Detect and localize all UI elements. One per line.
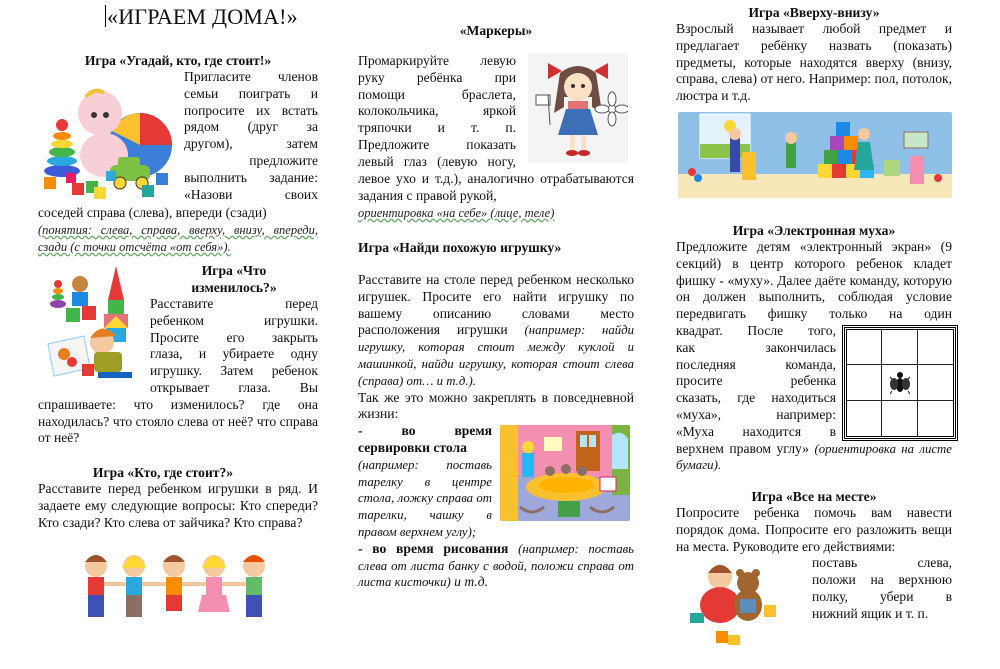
game-text-line: Расставите перед [150, 296, 318, 311]
game-who-where [38, 464, 318, 531]
page-title-text: «ИГРАЕМ ДОМА!» [107, 4, 298, 29]
game-heading: Игра «Вверху-внизу» [748, 5, 880, 20]
grid-cell[interactable] [847, 330, 882, 365]
daily-item-drawing-tail: и т.д. [450, 574, 489, 590]
game-daily-text: Так же это можно закреплять в повседневной жизни: [358, 389, 634, 422]
game-text-line: полку, убери в [812, 588, 952, 604]
grid-cell[interactable] [918, 401, 953, 436]
game-text-line: тряпочки и т. п. [358, 120, 516, 136]
game-guess-who [38, 52, 318, 255]
game-text-line: ребенком игрушки. [150, 312, 318, 328]
kindergarten-room-image [500, 425, 630, 521]
game-text-line: «Назови своих [184, 186, 318, 202]
game-text: левое ухо и т.д.), аналогично отрабатываются задания с правой рукой, [358, 171, 634, 203]
game-text-main: верхнем правом углу» [676, 440, 809, 456]
child-with-teddy-bear-image [686, 561, 786, 647]
game-heading: Игра «Кто, где стоит?» [92, 465, 234, 480]
game-text-line: рядом (друг за [184, 119, 318, 135]
game-text-line: открывает глаза. Вы [150, 379, 318, 395]
game-text-line: положи на верхнюю [812, 572, 952, 588]
game-heading: Игра «Угадай, кто, где стоит!» [84, 53, 272, 68]
game-text: Взрослый называет любой предмет и предлагает ребёнку назвать (показать) предметы, которые находятся вверху (внизу, справа, слева) от него. Например: пол, потолок, люстра и т.д. [676, 21, 952, 104]
grid-cell[interactable] [918, 330, 953, 365]
game-text-line: поставь слева, [812, 555, 952, 571]
baby-with-toys-image [42, 83, 180, 199]
game-text-line: Просите его закрыть [150, 329, 318, 345]
fly-grid[interactable] [844, 327, 956, 439]
game-up-down [676, 4, 952, 105]
game-text: Попросите ребенка помочь вам навести порядок дома. Попросите его разложить вещи на места. Руководите его действиями: [676, 505, 952, 554]
grid-cell[interactable] [882, 401, 917, 436]
game-text-line: просите ребенка [676, 373, 836, 389]
game-example: (например: найди игрушку, которая стоит между куклой и машинкой, найди игрушку, которая стоит слева (справа) от… и т.д.). [358, 323, 634, 388]
game-text-line: семьи поиграть и [184, 85, 318, 101]
fly-icon[interactable] [890, 371, 910, 395]
grid-cell[interactable] [882, 330, 917, 365]
game-text-line: предложите [249, 152, 318, 168]
text-cursor [105, 5, 106, 27]
game-electronic-fly [676, 222, 952, 474]
game-heading-line: Игра «Что [201, 263, 267, 278]
game-find-toy [358, 239, 634, 591]
game-text: соседей справа (слева), впереди (сзади) [38, 205, 267, 220]
game-text-line: сказать, где находиться [676, 390, 836, 406]
game-markers [358, 22, 634, 221]
game-text [358, 272, 634, 390]
game-text: спрашиваете: что изменилось? где она находилась? что стояло слева от неё? что справа от неё? [38, 396, 318, 446]
game-note: (понятия: слева, справа, вверху, внизу, впереди, сзади (с точки отсчёта «от себя»). [38, 222, 318, 254]
game-heading: «Маркеры» [459, 23, 533, 38]
game-what-changed [38, 262, 318, 447]
game-heading-line: изменилось?» [191, 280, 277, 295]
game-text-line: руку ребёнка при [358, 69, 516, 85]
page-title [105, 4, 298, 30]
grid-cell[interactable] [918, 365, 953, 400]
game-text-line: выполнить задание: [184, 169, 318, 185]
game-heading: Игра «Все на месте» [751, 489, 877, 504]
game-text: Предложите детям «электронный экран» (9 секций) в центр которого ребенок кладет фишку - «муху». Далее даёте команду, которую он должен выполнить, соблюдая условие передвигать фишку только на один [676, 239, 952, 322]
game-text-line: левый глаз (левую ногу, [358, 153, 516, 169]
playroom-with-family-image [678, 112, 952, 198]
boy-playing-with-blocks-image [44, 264, 140, 380]
girl-with-flags-image [528, 53, 628, 163]
grid-cell[interactable] [847, 401, 882, 436]
daily-item-table-example: (например: поставь тарелку в центре стола, ложку справа от тарелки, чашку в правом верхнем углу); [358, 457, 492, 539]
daily-item-drawing [358, 541, 634, 591]
game-text-line: колокольчика, яркой [358, 103, 516, 119]
game-note: (ориентировка на листе бумаги). [676, 441, 952, 473]
game-text-line: Пригласите членов [184, 69, 318, 84]
game-text-line: другом), затем [184, 136, 318, 152]
game-text-line: игрушку. Затем ребенок [150, 363, 318, 379]
game-all-in-place [676, 488, 952, 623]
game-text-line: Промаркируйте левую [358, 53, 516, 68]
game-text-line: «муха», например: [676, 406, 836, 422]
game-heading: Игра «Электронная муха» [732, 223, 896, 238]
game-note: ориентировка «на себе» (лице, теле) [358, 205, 555, 220]
daily-item-drawing-label: - во время рисования [358, 540, 509, 556]
game-text: Расставите перед ребенком игрушки в ряд. И задаете ему следующие вопросы: Кто спереди? Кто сзади? Кто слева от зайчика? Кто справа? [38, 481, 318, 530]
game-text-line: нижний ящик и т. п. [812, 605, 929, 621]
game-text-line: последняя команда, [676, 356, 836, 372]
children-holding-hands-image [76, 550, 276, 626]
game-text-line: Предложите показать [358, 136, 516, 152]
game-text-line: помощи браслета, [358, 86, 516, 102]
game-text-line: попросите их встать [184, 102, 318, 118]
grid-cell[interactable] [882, 365, 917, 400]
game-text [676, 441, 952, 475]
game-text-line: глаза, и убираете одну [150, 346, 318, 362]
game-heading: Игра «Найди похожую игрушку» [358, 240, 562, 255]
game-text-main: Расставите на столе перед ребенком несколько игрушек. Просите его найти игрушку по вашему описанию словами место расположения игрушки [358, 272, 634, 338]
game-text-line: квадрат. После того, [676, 322, 836, 338]
game-text-line: «Муха находится в [676, 423, 836, 439]
grid-cell[interactable] [847, 365, 882, 400]
daily-item-table: - во время сервировки стола [358, 423, 492, 455]
game-text-line: как закончилась [676, 339, 836, 355]
daily-item-drawing-example: (например: поставь слева от листа банку с водой, положи справа от листа кисточки) [358, 541, 635, 590]
